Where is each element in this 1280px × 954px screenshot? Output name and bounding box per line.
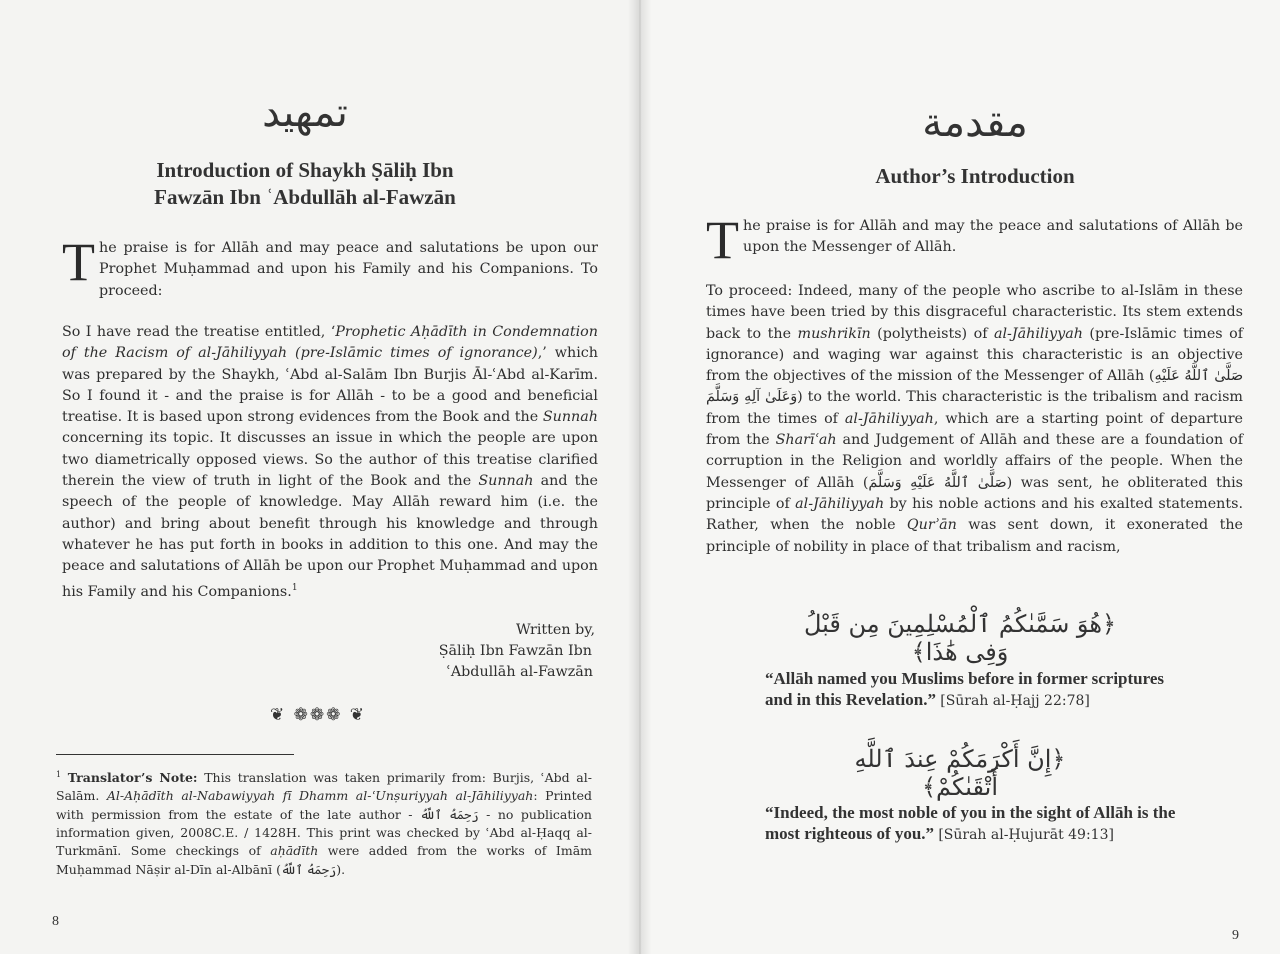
footnote-a: This translation was taken primarily from: Burjis, ʿAbd al-Salām. xyxy=(56,770,592,804)
right-p2-quran: Qurʾān xyxy=(906,517,957,534)
right-p2-d: , which are a starting point of departure from the xyxy=(706,410,1243,449)
trans1-text: “Allāh named you Muslims before in former scriptures and in this Revelation.” xyxy=(765,669,1165,709)
right-p2-shariah: Sharīʿah xyxy=(775,432,837,449)
trans2-text: “Indeed, the most noble of you in the sight of Allāh is the most righteous of you.” xyxy=(765,803,1176,843)
trans1-reference: [Sūrah al-Ḥajj 22:78] xyxy=(940,693,1090,709)
left-paragraph-1 xyxy=(62,232,598,302)
footnote-reference[interactable]: 1 xyxy=(291,582,298,593)
left-p2-sunnah2: Sunnah xyxy=(478,473,534,490)
right-p2-b: (polytheists) of xyxy=(870,325,994,342)
left-p2-c: concerning its topic. It discusses an issue in which the people are upon two diametrically opposed views. So the author of this treatise clarified therein the view of truth in light of the Book and the xyxy=(62,430,598,490)
left-p2-d: and the speech of the people of knowledge. May Allāh reward him (i.e. the author) and bring about benefit through his knowledge and through whatever he has put forth in books in addition to this one. And may the peace and salutations of Allāh be upon our Prophet Muḥammad and upon his Family and his Companions. xyxy=(62,473,598,600)
footnote-ahadith: aḥādīth xyxy=(270,843,319,859)
right-p2-jahiliyyah1: al-Jāhiliyyah xyxy=(993,325,1083,342)
sig-line3: ʿAbdullāh al-Fawzān xyxy=(446,664,593,680)
right-paragraph-1 xyxy=(706,210,1243,270)
signature-block xyxy=(380,620,595,683)
left-p1-text: he praise is for Allāh and may peace and salutations be upon our Prophet Muḥammad and upon his Family and his Companions. To proceed: xyxy=(99,240,598,299)
left-p2-sunnah1: Sunnah xyxy=(542,409,598,426)
footnote xyxy=(56,766,592,879)
verse-1-translation xyxy=(765,668,1195,712)
footnote-number: 1 xyxy=(56,770,62,779)
left-p2-b: ,’ which was prepared by the Shaykh, ʿAbd al-Salām Ibn Burjis Āl-ʿAbd al-Karīm. So I found it - and the praise is for Allāh - to be a good and beneficial treatise. It is based upon strong evidences from the Book and the xyxy=(62,345,598,426)
left-p2-title: Prophetic Aḥādīth in Condemnation of the Racism of al-Jāhiliyyah (pre-Islāmic times of ignorance) xyxy=(62,324,598,362)
trans2-reference: [Sūrah al-Ḥujurāt 49:13] xyxy=(938,827,1114,843)
verse-2-translation xyxy=(765,802,1195,846)
right-p2-mushrikin: mushrikīn xyxy=(797,325,871,342)
right-page xyxy=(640,0,1280,954)
footnote-c: were added from the works of Imām Muḥammad Nāṣir al-Dīn al-Albānī (رَحِمَهُ ٱللَّهُ). xyxy=(56,843,592,877)
right-arabic-title: مقدمة xyxy=(922,100,1028,146)
left-dropcap: T xyxy=(62,232,95,292)
left-heading-line2: Fawzān Ibn ʿAbdullāh al-Fawzān xyxy=(154,185,456,209)
right-p2-e: and Judgement of Allāh and these are a foundation of corruption in the Religion and worldly affairs of the people. When the Messenger of Allāh (صَلَّىٰ ٱللَّهُ عَلَيْهِ وَسَلَّمَ) was sent, he obliterated this principle of xyxy=(706,432,1243,512)
book-gutter xyxy=(628,0,652,954)
left-page-number: 8 xyxy=(52,914,59,929)
footnote-label: Translator’s Note: xyxy=(67,770,198,786)
right-p1-text: he praise is for Allāh and may the peace and salutations of Allāh be upon the Messenger of Allāh. xyxy=(743,218,1243,256)
footnote-b: : Printed with permission from the estate of the late author - رَحِمَهُ ٱللَّهُ - no publication information given, 2008C.E. / 1428H. This print was checked by ʿAbd al-Ḥaqq al-Turkmānī. Some checkings of xyxy=(56,788,593,859)
left-p2-a: So I have read the treatise entitled, ‘ xyxy=(62,324,336,340)
footnote-title: Al-Aḥādīth al-Nabawiyyah fī Dhamm al-ʿUnṣuriyyah al-Jāhiliyyah xyxy=(106,788,534,804)
quran-verse-2: ﴿إِنَّ أَكْرَمَكُمْ عِندَ ٱللَّهِ أَتْقَىٰكُمْ﴾ xyxy=(854,745,1066,801)
left-heading-line1: Introduction of Shaykh Ṣāliḥ Ibn xyxy=(156,158,454,182)
right-heading: Author’s Introduction xyxy=(875,164,1075,188)
footnote-rule xyxy=(56,754,294,755)
right-p2-c: (pre-Islāmic times of ignorance) and waging war against this characteristic is an objective from the objectives of the mission of the Messenger of Allāh (صَلَّىٰ ٱللَّهُ عَلَيْهِ وَعَلَىٰ آلِهِ وَسَلَّمَ) to the world. This characteristic is the tribalism and racism from the times of xyxy=(706,325,1243,427)
right-p2-a: To proceed: Indeed, many of the people who ascribe to al-Islām in these times have been tried by this disgraceful characteristic. Its stem extends back to the xyxy=(706,283,1243,342)
right-page-number: 9 xyxy=(1232,928,1239,943)
right-p2-jahiliyyah3: al-Jāhiliyyah xyxy=(795,495,885,512)
right-p2-f: by his noble actions and his exalted statements. Rather, when the noble xyxy=(706,495,1243,534)
right-paragraph-2 xyxy=(706,281,1243,558)
left-arabic-title: تمهيد xyxy=(262,90,348,136)
quran-verse-1: ﴿هُوَ سَمَّىٰكُمُ ٱلْمُسْلِمِينَ مِن قَبْلُ وَفِى هَٰذَا﴾ xyxy=(803,610,1117,666)
right-p2-g: was sent down, it exonerated the principle of nobility in place of that tribalism and racism, xyxy=(706,517,1243,555)
left-heading xyxy=(120,157,490,211)
right-p2-jahiliyyah2: al-Jāhiliyyah xyxy=(844,410,934,427)
sig-line2: Ṣāliḥ Ibn Fawzān Ibn xyxy=(438,643,592,659)
section-ornament: ❦ ❁❁❁ ❦ xyxy=(270,705,367,725)
right-dropcap: T xyxy=(706,210,739,270)
sig-line1: Written by, xyxy=(515,622,595,638)
left-paragraph-2 xyxy=(62,322,598,603)
